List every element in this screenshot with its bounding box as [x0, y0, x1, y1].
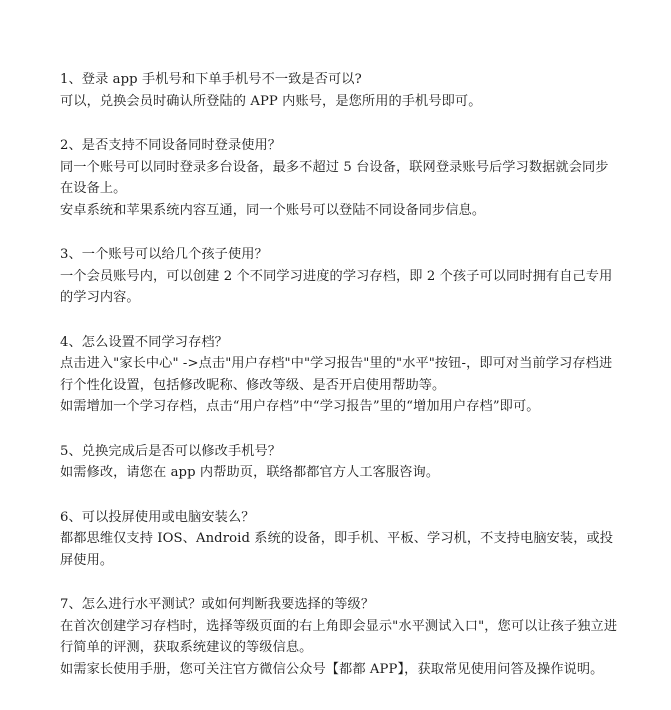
faq-item-7 [60, 594, 620, 680]
faq-question: 3、一个账号可以给几个孩子使用？ [60, 247, 268, 262]
faq-answer: 如需修改，请您在 app 内帮助页，联络都都官方人工客服咨询。 [60, 465, 440, 480]
faq-item-6 [60, 507, 620, 572]
faq-item-5 [60, 441, 620, 484]
faq-answer: 如需家长使用手册，您可关注官方微信公众号【都都 APP】，获取常见使用问答及操作说明。 [60, 661, 604, 677]
faq-answer: 安卓系统和苹果系统内容互通，同一个账号可以登陆不同设备同步信息。 [60, 202, 486, 218]
faq-answer: 一个会员账号内，可以创建 2 个不同学习进度的学习存档，即 2 个孩子可以同时拥有自己专用的学习内容。 [60, 268, 613, 305]
faq-question: 5、兑换完成后是否可以修改手机号？ [60, 443, 282, 459]
faq-answer: 点击进入"家长中心" ->点击"用户存档"中"学习报告"里的"水平"按钮-，即可对当前学习存档进行个性化设置，包括修改昵称、修改等级、是否开启使用帮助等。 [60, 356, 613, 393]
faq-question: 1、登录 app 手机号和下单手机号不一致是否可以? [60, 72, 362, 87]
faq-answer: 同一个账号可以同时登录多台设备，最多不超过 5 台设备，联网登录账号后学习数据就会同步在设备上。 [60, 159, 609, 196]
faq-question: 6、可以投屏使用或电脑安装么？ [60, 509, 255, 525]
faq-item-3 [60, 244, 620, 309]
faq-question: 4、怎么设置不同学习存档？ [60, 334, 228, 350]
faq-answer: 都都思维仅支持 IOS、Android 系统的设备，即手机、平板、学习机，不支持电脑安装，或投屏使用。 [60, 531, 614, 568]
faq-item-4 [60, 332, 620, 418]
faq-answer: 在首次创建学习存档时，选择等级页面的右上角即会显示"水平测试入口"，您可以让孩子独立进行简单的评测，获取系统建议的等级信息。 [60, 618, 618, 655]
faq-item-1 [60, 69, 620, 112]
faq-document [60, 69, 620, 703]
faq-question: 7、怎么进行水平测试？或如何判断我要选择的等级？ [60, 597, 375, 612]
faq-answer: 如需增加一个学习存档，点击“用户存档”中“学习报告”里的“增加用户存档”即可。 [60, 399, 540, 414]
faq-question: 2、是否支持不同设备同时登录使用？ [60, 138, 282, 153]
faq-answer: 可以，兑换会员时确认所登陆的 APP 内账号，是您所用的手机号即可。 [60, 93, 482, 109]
faq-item-2 [60, 135, 620, 221]
